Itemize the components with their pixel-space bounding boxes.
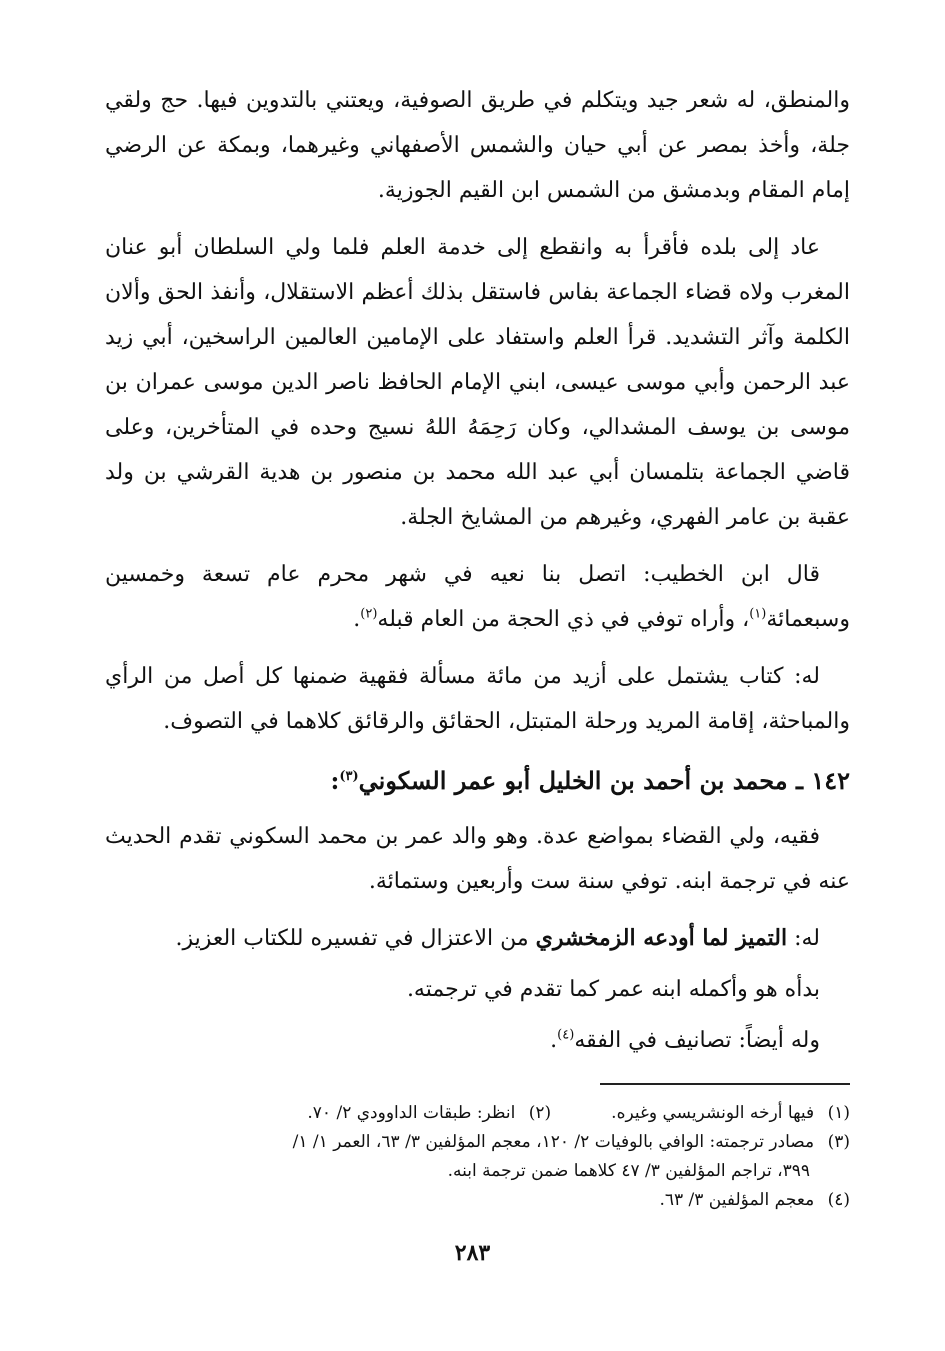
footnote-ref-1: (١) (749, 606, 767, 622)
footnote-1-text: فيها أرخه الونشريسي وغيره. (611, 1103, 815, 1123)
footnote-separator (600, 1083, 850, 1085)
footnote-3-line-2: ٣٩٩، تراجم المؤلفين ٣/ ٤٧ كلاهما ضمن ترجمة ابنه. (447, 1161, 810, 1181)
footnote-4-number: (٤) (827, 1190, 850, 1210)
footnote-1-number: (١) (827, 1103, 850, 1123)
entry-book-label: له: (787, 926, 820, 951)
paragraph-works (105, 654, 850, 744)
footnote-3 (105, 1128, 850, 1186)
entry-paragraph-completion-text: بدأه هو وأكمله ابنه عمر كما تقدم في ترجمته. (406, 977, 820, 1002)
footnote-1 (611, 1099, 850, 1128)
paragraph-intro (105, 78, 850, 213)
footnote-2-number: (٢) (528, 1103, 552, 1123)
entry-heading-text: ١٤٢ ـ محمد بن أحمد بن الخليل أبو عمر السكوني (358, 766, 850, 795)
entry-heading (105, 756, 850, 806)
entry-book-title: التميز لما أودعه الزمخشري (535, 925, 788, 951)
entry-paragraph-book (105, 916, 850, 961)
paragraph-works-text: له: كتاب يشتمل على أزيد من مائة مسألة فقهية ضمنها كل أصل من الرأي والمباحثة، إقامة المريد ورحلة المتبتل، الحقائق والرقائق كلاهما في التصوف. (105, 664, 850, 734)
footnote-4 (105, 1186, 850, 1215)
paragraph-death-text-c: . (353, 607, 361, 632)
footnote-4-text: معجم المؤلفين ٣/ ٦٣. (659, 1190, 815, 1210)
footnote-ref-4: (٤) (557, 1027, 575, 1043)
entry-heading-end: : (330, 766, 340, 795)
footnote-2-text: انظر: طبقات الداوودي ٢/ ٧٠. (307, 1103, 516, 1123)
entry-paragraph-completion (105, 967, 850, 1012)
entry-paragraph-bio-text: فقيه، ولي القضاء بمواضع عدة. وهو والد عمر بن محمد السكوني تقدم الحديث عنه في ترجمة ابنه. توفي سنة ست وأربعين وستمائة. (105, 824, 850, 894)
entry-paragraph-bio (105, 814, 850, 904)
footnote-ref-3: (٣) (339, 769, 359, 784)
footnote-row-1-2 (105, 1099, 850, 1128)
document-page (105, 78, 850, 1318)
footnotes-section (105, 1083, 850, 1215)
paragraph-intro-text: والمنطق، له شعر جيد ويتكلم في طريق الصوفية، ويعتني بالتدوين فيها. حج ولقي جلة، وأخذ بمصر عن أبي حيان والشمس الأصفهاني وغيرهما، وبمكة عن الرضي إمام المقام وبدمشق من الشمس ابن القيم الجوزية. (105, 88, 850, 203)
footnote-ref-2: (٢) (360, 606, 378, 622)
footnote-3-number: (٣) (827, 1132, 850, 1152)
footnote-2 (307, 1099, 551, 1128)
entry-paragraph-other-works (105, 1018, 850, 1063)
paragraph-death-text-b: ، وأراه توفي في ذي الحجة من العام قبله (377, 607, 750, 632)
paragraph-teachers-text: عاد إلى بلده فأقرأ به وانقطع إلى خدمة العلم فلما ولي السلطان أبو عنان المغرب ولاه قضاء الجماعة بفاس فاستقل بذلك أعظم الاستقلال، وأنفذ الحق وألان الكلمة وآثر التشديد. قرأ العلم واستفاد على الإمامين العالمين الراسخين، أبي زيد عبد الرحمن وأبي موسى عيسى، ابني الإمام الحافظ ناصر الدين موسى عمران بن موسى بن يوسف المشدالي، وكان رَحِمَهُ اللهُ نسيج وحده في المتأخرين، وعلى قاضي الجماعة بتلمسان أبي عبد الله محمد بن منصور بن هدية القرشي بن ولد عقبة بن عامر الفهري، وغيرهم من المشايخ الجلة. (105, 235, 850, 530)
entry-book-rest: من الاعتزال في تفسيره للكتاب العزيز. (175, 926, 536, 951)
paragraph-teachers (105, 225, 850, 540)
entry-other-works-end: . (550, 1028, 558, 1053)
entry-other-works-text: وله أيضاً: تصانيف في الفقه (574, 1028, 820, 1053)
paragraph-death (105, 552, 850, 642)
page-number: ٢٨٣ (454, 1240, 491, 1266)
footnote-3-line-1: مصادر ترجمته: الوافي بالوفيات ٢/ ١٢٠، معجم المؤلفين ٣/ ٦٣، العمر ١/ ١/ (292, 1132, 815, 1152)
paragraph-death-text-a: قال ابن الخطيب: اتصل بنا نعيه في شهر محرم عام تسعة وخمسين وسبعمائة (105, 562, 850, 632)
footnote-separator-wrap (105, 1083, 850, 1085)
